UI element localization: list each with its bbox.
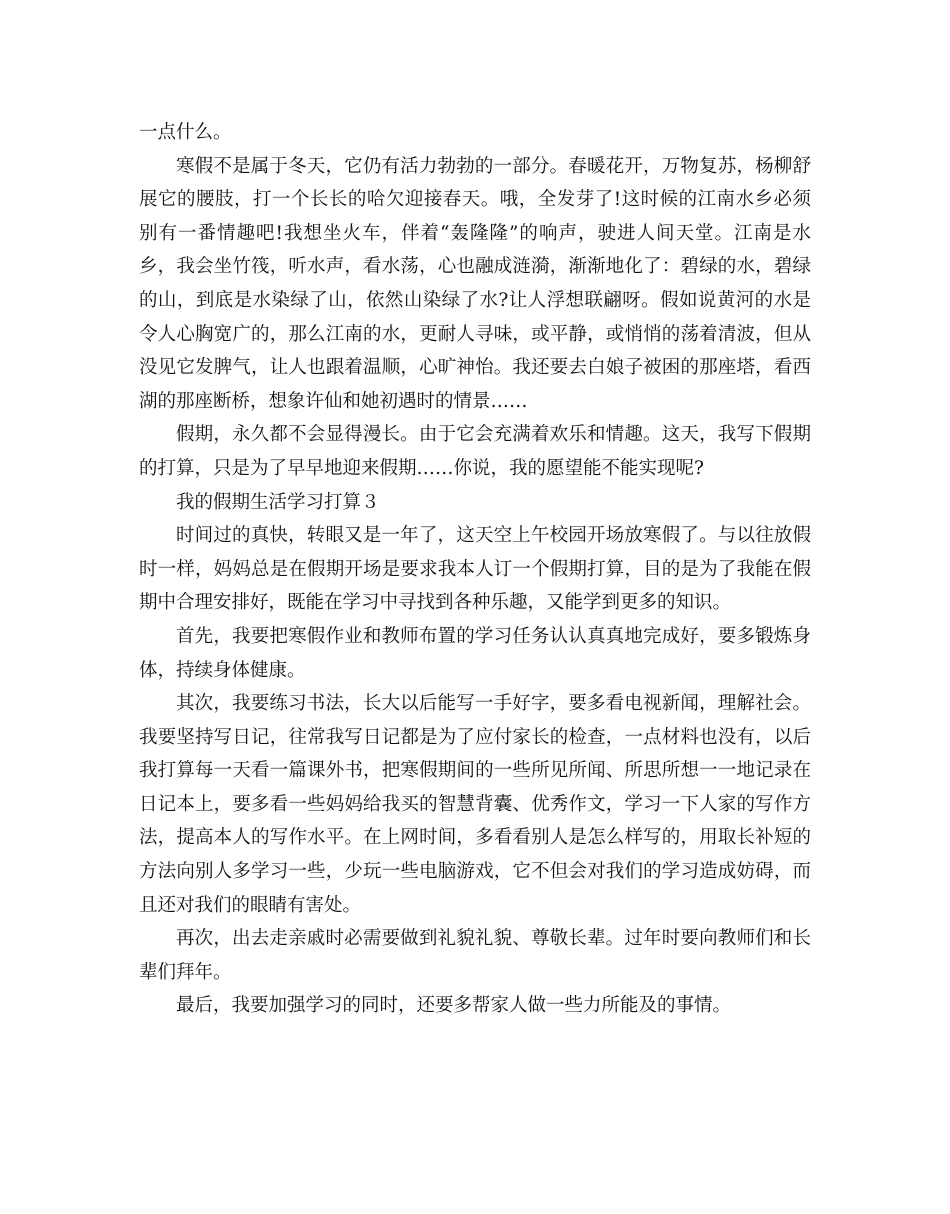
document-body (139, 116, 811, 1023)
section-heading: 我的假期生活学习打算３ (176, 491, 380, 513)
paragraph-continuation: 一点什么。 (139, 122, 232, 143)
paragraph-second: 其次，我要练习书法，长大以后能写一手好字，要多看电视新闻，理解社会。我要坚持写日记，往常我写日记都是为了应付家长的检查，一点材料也没有，以后我打算每一天看一篇课外书，把寒假期间的一些所见所闻、所思所想一一地记录在日记本上，要多看一些妈妈给我买的智慧背囊、优秀作文，学习一下人家的写作方法，提高本人的写作水平。在上网时间，多看看别人是怎么样写的，用取长补短的方法向别人多学习一些，少玩一些电脑游戏，它不但会对我们的学习造成妨碍，而且还对我们的眼睛有害处。 (139, 693, 811, 916)
paragraph-last: 最后，我要加强学习的同时，还要多帮家人做一些力所能及的事情。 (176, 995, 732, 1017)
paragraph-vacation-plan-wish: 假期，永久都不会显得漫长。由于它会充满着欢乐和情趣。这天，我写下假期的打算，只是为了早早地迎来假期……你说，我的愿望能不能实现呢? (139, 424, 811, 479)
paragraph-winter-vacation-spring: 寒假不是属于冬天，它仍有活力勃勃的一部分。春暖花开，万物复苏，杨柳舒展它的腰肢，打一个长长的哈欠迎接春天。哦，全发芽了!这时候的江南水乡必须别有一番情趣吧!我想坐火车，伴着“轰隆隆”的响声，驶进人间天堂。江南是水乡，我会坐竹筏，听水声，看水荡，心也融成涟漪，渐渐地化了：碧绿的水，碧绿的山，到底是水染绿了山，依然山染绿了水?让人浮想联翩呀。假如说黄河的水是令人心胸宽广的，那么江南的水，更耐人寻味，或平静，或悄悄的荡着清波，但从没见它发脾气，让人也跟着温顺，心旷神怡。我还要去白娘子被困的那座塔，看西湖的那座断桥，想象许仙和她初遇时的情景…… (139, 155, 811, 412)
paragraph-first: 首先，我要把寒假作业和教师布置的学习任务认认真真地完成好，要多锻炼身体，持续身体健康。 (139, 625, 811, 681)
paragraph-time-flies: 时间过的真快，转眼又是一年了，这天空上午校园开场放寒假了。与以往放假时一样，妈妈总是在假期开场是要求我本人订一个假期打算，目的是为了我能在假期中合理安排好，既能在学习中寻找到各种乐趣，又能学到更多的知识。 (139, 525, 811, 614)
paragraph-third: 再次，出去走亲戚时必需要做到礼貌礼貌、尊敬长辈。过年时要向教师们和长辈们拜年。 (139, 928, 811, 983)
